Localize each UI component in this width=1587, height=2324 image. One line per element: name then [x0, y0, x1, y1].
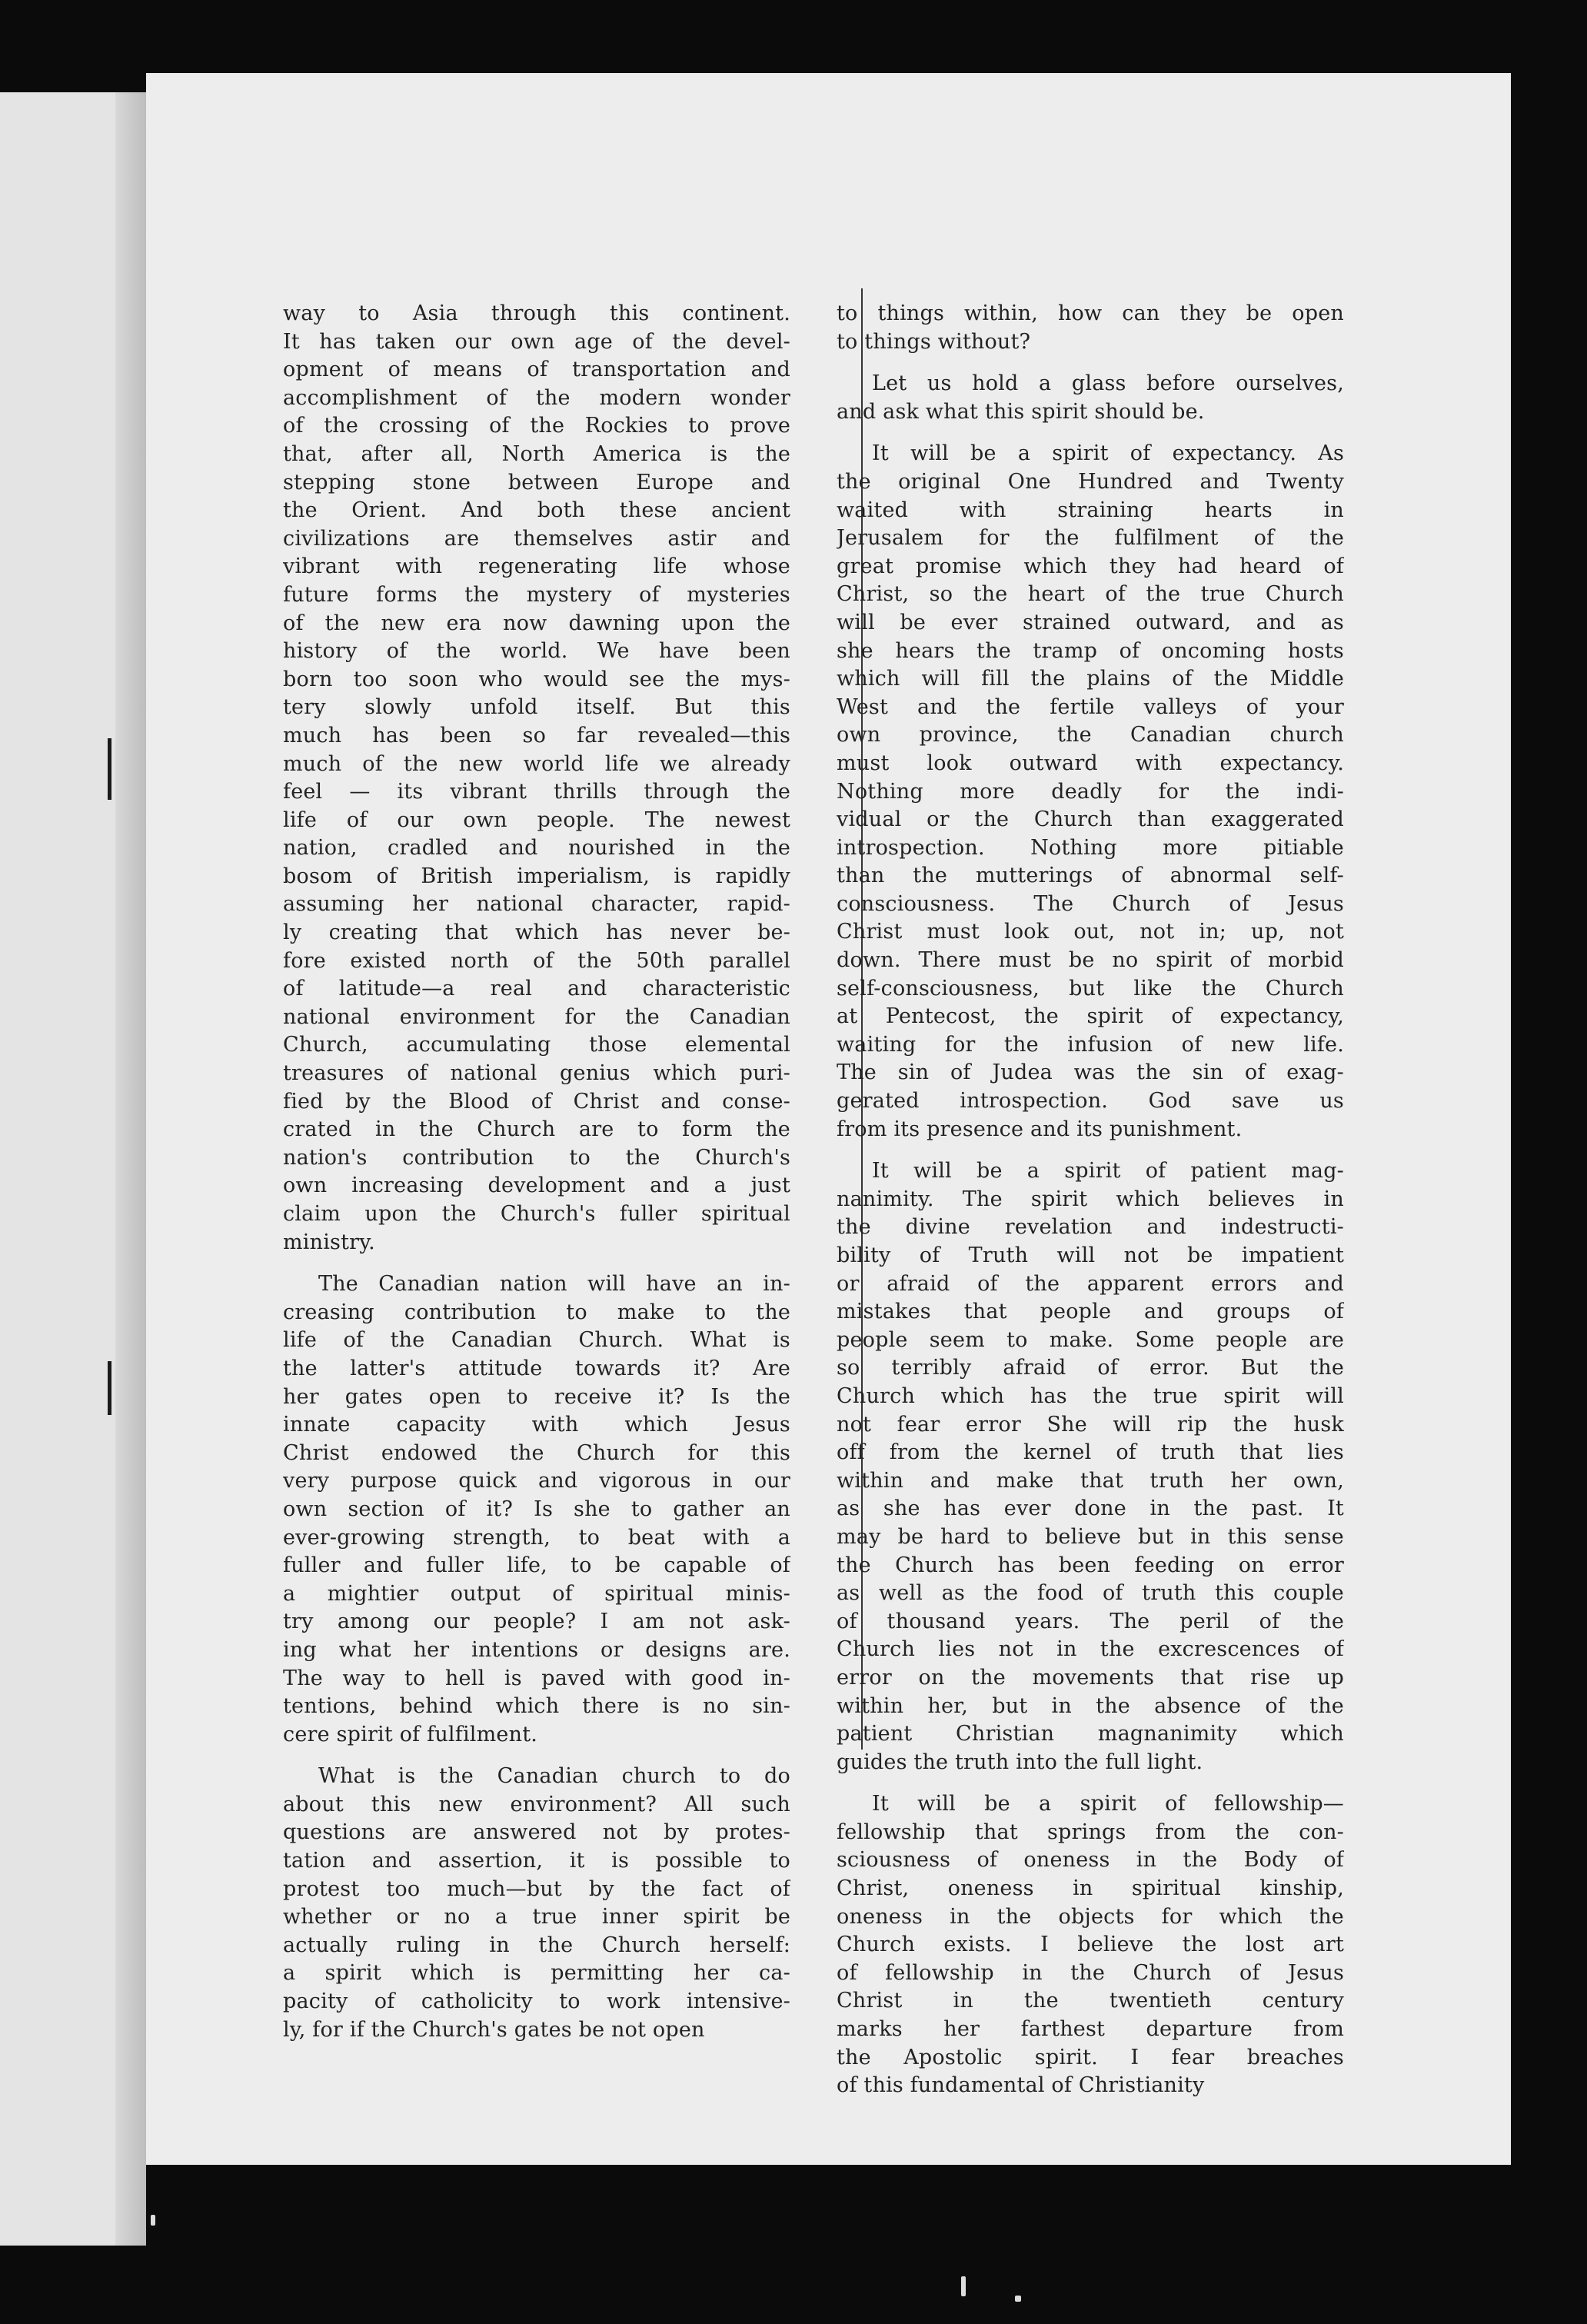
text-line: national environment for the Canadian — [283, 1004, 790, 1029]
text-line: down. There must be no spirit of morbid — [837, 948, 1344, 973]
text-line: What is the Canadian church to do — [318, 1764, 790, 1789]
text-line: stepping stone between Europe and — [283, 470, 790, 494]
text-line: that, after all, North America is the — [283, 441, 790, 466]
text-line: marks her farthest departure from — [837, 2017, 1344, 2042]
scan-speck — [151, 2215, 155, 2226]
text-line: a spirit which is permitting her ca- — [283, 1961, 790, 1986]
text-line: the original One Hundred and Twenty — [837, 469, 1344, 494]
text-line: fore existed north of the 50th parallel — [283, 948, 790, 973]
text-line: of fellowship in the Church of Jesus — [837, 1960, 1344, 1985]
text-line: civilizations are themselves astir and — [283, 526, 790, 551]
text-line: guides the truth into the full light. — [837, 1750, 1203, 1774]
text-line: It will be a spirit of expectancy. As — [872, 441, 1344, 466]
paragraph — [837, 370, 1344, 426]
text-line: waiting for the infusion of new life. — [837, 1032, 1344, 1057]
text-line: which will fill the plains of the Middle — [837, 667, 1344, 691]
text-line: assuming her national character, rapid- — [283, 892, 790, 917]
paragraph — [837, 300, 1344, 356]
text-line: fuller and fuller life, to be capable of — [283, 1553, 790, 1578]
text-line: ly, for if the Church's gates be not open — [283, 2017, 705, 2042]
right-text-column — [837, 300, 1344, 2100]
text-line: the Apostolic spirit. I fear breaches — [837, 2045, 1344, 2069]
paragraph-gap — [283, 1257, 790, 1270]
text-line: sciousness of oneness in the Body of — [837, 1848, 1344, 1873]
text-line: tation and assertion, it is possible to — [283, 1849, 790, 1873]
text-line: very purpose quick and vigorous in our — [283, 1469, 790, 1493]
paragraph — [837, 1157, 1344, 1776]
text-line: way to Asia through this continent. — [283, 301, 790, 325]
paragraph — [283, 1270, 790, 1749]
text-line: Jerusalem for the fulfilment of the — [837, 526, 1344, 551]
text-line: self-consciousness, but like the Church — [837, 976, 1344, 1001]
text-line: the Orient. And both these ancient — [283, 498, 790, 523]
text-line: creasing contribution to make to the — [283, 1300, 790, 1324]
text-line: ministry. — [283, 1230, 375, 1254]
scan-speck — [961, 2276, 966, 2296]
text-line: ever-growing strength, to beat with a — [283, 1525, 790, 1550]
text-line: nanimity. The spirit which believes in — [837, 1187, 1344, 1211]
text-line: the Church has been feeding on error — [837, 1553, 1344, 1577]
text-line: actually ruling in the Church herself: — [283, 1933, 790, 1957]
text-line: Nothing more deadly for the indi- — [837, 779, 1344, 804]
text-line: Christ endowed the Church for this — [283, 1440, 790, 1465]
paragraph — [283, 300, 790, 1257]
text-line: will be ever strained outward, and as — [837, 610, 1344, 634]
text-line: of the crossing of the Rockies to prove — [283, 414, 790, 438]
text-line: within her, but in the absence of the — [837, 1693, 1344, 1718]
text-line: Christ must look out, not in; up, not — [837, 920, 1344, 944]
text-line: Christ, so the heart of the true Church — [837, 582, 1344, 607]
text-line: claim upon the Church's fuller spiritual — [283, 1202, 790, 1226]
text-line: Church, accumulating those elemental — [283, 1033, 790, 1057]
text-line: waited with straining hearts in — [837, 498, 1344, 522]
text-line: history of the world. We have been — [283, 639, 790, 664]
text-line: The way to hell is paved with good in- — [283, 1666, 790, 1690]
text-line: Let us hold a glass before ourselves, — [872, 371, 1344, 396]
paragraph-gap — [837, 1776, 1344, 1790]
text-line: than the mutterings of abnormal self- — [837, 864, 1344, 888]
text-line: vibrant with regenerating life whose — [283, 554, 790, 579]
text-line: try among our people? I am not ask- — [283, 1610, 790, 1634]
text-line: the divine revelation and indestructi- — [837, 1215, 1344, 1240]
text-line: Christ, oneness in spiritual kinship, — [837, 1876, 1344, 1901]
text-line: nation's contribution to the Church's — [283, 1145, 790, 1170]
text-line: gerated introspection. God save us — [837, 1089, 1344, 1114]
text-line: as well as the food of truth this couple — [837, 1581, 1344, 1606]
text-line: crated in the Church are to form the — [283, 1117, 790, 1142]
text-line: at Pentecost, the spirit of expectancy, — [837, 1004, 1344, 1029]
text-line: and ask what this spirit should be. — [837, 399, 1205, 424]
text-line: a mightier output of spiritual minis- — [283, 1581, 790, 1606]
text-line: she hears the tramp of oncoming hosts — [837, 638, 1344, 663]
text-line: West and the fertile valleys of your — [837, 694, 1344, 719]
paragraph — [837, 1790, 1344, 2100]
text-line: so terribly afraid of error. But the — [837, 1356, 1344, 1380]
paragraph-gap — [837, 1144, 1344, 1157]
paragraph-gap — [283, 1749, 790, 1763]
text-line: oneness in the objects for which the — [837, 1904, 1344, 1929]
text-line: or afraid of the apparent errors and — [837, 1271, 1344, 1296]
binding-mark-top — [108, 738, 111, 800]
text-line: innate capacity with which Jesus — [283, 1413, 790, 1437]
text-line: It has taken our own age of the devel- — [283, 329, 790, 354]
text-line: cere spirit of fulfilment. — [283, 1722, 538, 1746]
text-line: of thousand years. The peril of the — [837, 1609, 1344, 1633]
text-line: protest too much—but by the fact of — [283, 1876, 790, 1901]
text-line: Church exists. I believe the lost art — [837, 1933, 1344, 1957]
text-line: of this fundamental of Christianity — [837, 2073, 1205, 2098]
binding-mark-bottom — [108, 1361, 111, 1415]
text-line: tery slowly unfold itself. But this — [283, 695, 790, 720]
text-line: introspection. Nothing more pitiable — [837, 835, 1344, 860]
text-line: tentions, behind which there is no sin- — [283, 1694, 790, 1719]
text-line: The Canadian nation will have an in- — [318, 1272, 790, 1297]
text-line: pacity of catholicity to work intensive- — [283, 1989, 790, 2014]
text-line: to things without? — [837, 329, 1031, 354]
text-line: of the new era now dawning upon the — [283, 611, 790, 635]
text-line: nation, cradled and nourished in the — [283, 836, 790, 861]
text-line: own province, the Canadian church — [837, 723, 1344, 747]
text-line: opment of means of transportation and — [283, 358, 790, 382]
left-text-column — [283, 300, 790, 2044]
text-line: to things within, how can they be open — [837, 301, 1344, 325]
text-line: own section of it? Is she to gather an — [283, 1497, 790, 1521]
text-line: fied by the Blood of Christ and conse- — [283, 1089, 790, 1114]
text-line: error on the movements that rise up — [837, 1665, 1344, 1690]
text-line: within and make that truth her own, — [837, 1468, 1344, 1493]
text-line: about this new environment? All such — [283, 1792, 790, 1816]
text-line: Church lies not in the excrescences of — [837, 1637, 1344, 1662]
text-line: life of the Canadian Church. What is — [283, 1328, 790, 1353]
paragraph-gap — [837, 356, 1344, 370]
text-line: ly creating that which has never be- — [283, 921, 790, 945]
text-line: not fear error She will rip the husk — [837, 1412, 1344, 1437]
text-line: vidual or the Church than exaggerated — [837, 807, 1344, 832]
text-line: from its presence and its punishment. — [837, 1117, 1243, 1141]
text-line: questions are answered not by protes- — [283, 1820, 790, 1845]
text-line: Christ in the twentieth century — [837, 1989, 1344, 2013]
paragraph — [283, 1763, 790, 2044]
text-line: much has been so far revealed—this — [283, 723, 790, 747]
text-line: own increasing development and a just — [283, 1174, 790, 1198]
text-line: feel — its vibrant thrills through the — [283, 780, 790, 804]
scan-speck — [1015, 2296, 1021, 2302]
text-line: treasures of national genius which puri- — [283, 1061, 790, 1086]
binding-shadow — [115, 92, 146, 2246]
paragraph — [837, 440, 1344, 1144]
text-line: off from the kernel of truth that lies — [837, 1440, 1344, 1465]
text-line: people seem to make. Some people are — [837, 1327, 1344, 1352]
text-line: It will be a spirit of fellowship— — [872, 1792, 1344, 1816]
text-line: patient Christian magnanimity which — [837, 1722, 1344, 1746]
text-line: ing what her intentions or designs are. — [283, 1637, 790, 1662]
text-line: may be hard to believe but in this sense — [837, 1524, 1344, 1549]
text-line: as she has ever done in the past. It — [837, 1497, 1344, 1521]
text-line: Church which has the true spirit will — [837, 1383, 1344, 1408]
text-line: The sin of Judea was the sin of exag- — [837, 1060, 1344, 1085]
paragraph-gap — [837, 426, 1344, 440]
text-line: of latitude—a real and characteristic — [283, 977, 790, 1001]
text-line: accomplishment of the modern wonder — [283, 385, 790, 410]
text-line: consciousness. The Church of Jesus — [837, 891, 1344, 916]
text-line: must look outward with expectancy. — [837, 751, 1344, 775]
text-line: much of the new world life we already — [283, 751, 790, 776]
text-line: fellowship that springs from the con- — [837, 1820, 1344, 1844]
text-line: whether or no a true inner spirit be — [283, 1905, 790, 1929]
text-line: mistakes that people and groups of — [837, 1300, 1344, 1324]
text-line: great promise which they had heard of — [837, 554, 1344, 578]
text-line: life of our own people. The newest — [283, 807, 790, 832]
text-line: born too soon who would see the mys- — [283, 667, 790, 691]
text-line: the latter's attitude towards it? Are — [283, 1356, 790, 1380]
text-line: her gates open to receive it? Is the — [283, 1384, 790, 1409]
text-line: bosom of British imperialism, is rapidly — [283, 864, 790, 888]
text-line: bility of Truth will not be impatient — [837, 1244, 1344, 1267]
text-line: future forms the mystery of mysteries — [283, 582, 790, 607]
text-line: It will be a spirit of patient mag- — [872, 1159, 1344, 1184]
